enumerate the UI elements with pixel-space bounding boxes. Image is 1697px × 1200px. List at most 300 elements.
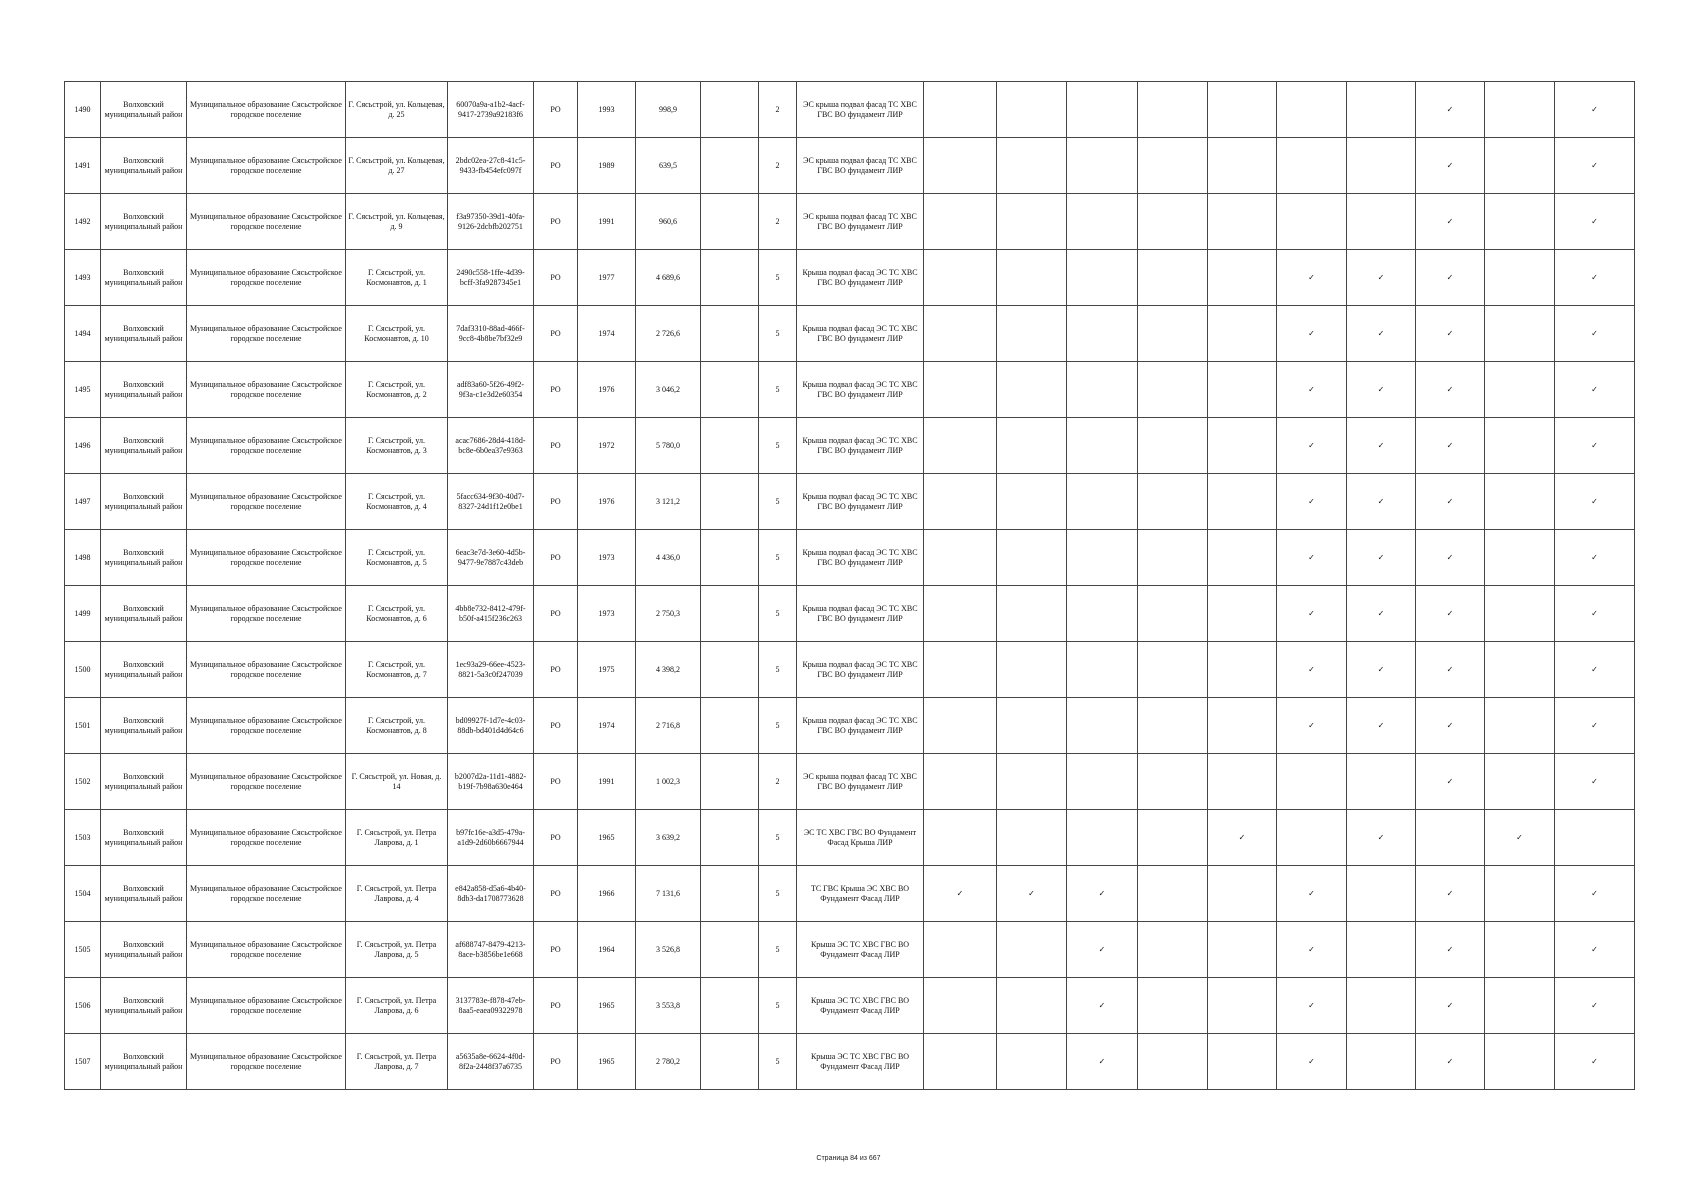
floors-cell: 2 bbox=[759, 138, 797, 194]
build-year-cell: 1976 bbox=[578, 362, 636, 418]
check-mark-icon: ✓ bbox=[1277, 530, 1347, 586]
municipality-cell: Муниципальное образование Сясьстройское городское поселение bbox=[187, 138, 346, 194]
mark-cell bbox=[1208, 1034, 1277, 1090]
house-guid-cell: 7daf3310-88ad-466f-9cc8-4b8be7bf32e9 bbox=[448, 306, 534, 362]
row-number-cell: 1505 bbox=[65, 922, 101, 978]
mark-cell bbox=[1138, 474, 1208, 530]
mark-cell bbox=[1138, 866, 1208, 922]
check-mark-icon: ✓ bbox=[1555, 754, 1635, 810]
works-list-cell: Крыша подвал фасад ЭС ТС ХВС ГВС ВО фундамент ЛИР bbox=[797, 362, 924, 418]
address-cell: Г. Сясьстрой, ул. Космонавтов, д. 5 bbox=[346, 530, 448, 586]
mark-cell bbox=[1485, 978, 1555, 1034]
fund-form-cell: РО bbox=[534, 586, 578, 642]
mark-cell bbox=[1485, 698, 1555, 754]
mark-cell bbox=[924, 810, 997, 866]
mark-cell bbox=[1347, 138, 1416, 194]
mark-cell bbox=[1208, 586, 1277, 642]
mark-cell bbox=[1485, 754, 1555, 810]
mark-cell bbox=[1208, 922, 1277, 978]
check-mark-icon: ✓ bbox=[1347, 250, 1416, 306]
check-mark-icon: ✓ bbox=[1347, 810, 1416, 866]
empty-cell bbox=[701, 1034, 759, 1090]
mark-cell bbox=[1208, 82, 1277, 138]
floors-cell: 5 bbox=[759, 922, 797, 978]
mark-cell bbox=[924, 474, 997, 530]
address-cell: Г. Сясьстрой, ул. Кольцевая, д. 25 bbox=[346, 82, 448, 138]
mark-cell bbox=[1485, 138, 1555, 194]
build-year-cell: 1977 bbox=[578, 250, 636, 306]
mark-cell bbox=[1208, 530, 1277, 586]
municipality-cell: Муниципальное образование Сясьстройское городское поселение bbox=[187, 586, 346, 642]
mark-cell bbox=[924, 698, 997, 754]
house-guid-cell: b97fc16e-a3d5-479a-a1d9-2d60b6667944 bbox=[448, 810, 534, 866]
district-cell: Волховский муниципальный район bbox=[101, 362, 187, 418]
check-mark-icon: ✓ bbox=[1555, 474, 1635, 530]
mark-cell bbox=[1138, 194, 1208, 250]
mark-cell bbox=[1208, 698, 1277, 754]
row-number-cell: 1502 bbox=[65, 754, 101, 810]
municipality-cell: Муниципальное образование Сясьстройское городское поселение bbox=[187, 978, 346, 1034]
table-row bbox=[65, 642, 1635, 698]
mark-cell bbox=[1347, 194, 1416, 250]
mark-cell bbox=[1485, 866, 1555, 922]
mark-cell bbox=[1067, 642, 1138, 698]
mark-cell bbox=[1277, 194, 1347, 250]
check-mark-icon: ✓ bbox=[997, 866, 1067, 922]
check-mark-icon: ✓ bbox=[1416, 866, 1485, 922]
mark-cell bbox=[1208, 754, 1277, 810]
floors-cell: 5 bbox=[759, 978, 797, 1034]
mark-cell bbox=[997, 922, 1067, 978]
district-cell: Волховский муниципальный район bbox=[101, 866, 187, 922]
municipality-cell: Муниципальное образование Сясьстройское городское поселение bbox=[187, 754, 346, 810]
total-area-cell: 2 750,3 bbox=[636, 586, 701, 642]
check-mark-icon: ✓ bbox=[1555, 194, 1635, 250]
mark-cell bbox=[997, 586, 1067, 642]
mark-cell bbox=[997, 418, 1067, 474]
table-row bbox=[65, 82, 1635, 138]
floors-cell: 2 bbox=[759, 754, 797, 810]
mark-cell bbox=[924, 642, 997, 698]
mark-cell bbox=[1138, 82, 1208, 138]
mark-cell bbox=[1067, 138, 1138, 194]
check-mark-icon: ✓ bbox=[1277, 586, 1347, 642]
empty-cell bbox=[701, 530, 759, 586]
fund-form-cell: РО bbox=[534, 474, 578, 530]
works-list-cell: Крыша подвал фасад ЭС ТС ХВС ГВС ВО фундамент ЛИР bbox=[797, 642, 924, 698]
address-cell: Г. Сясьстрой, ул. Кольцевая, д. 9 bbox=[346, 194, 448, 250]
table-row bbox=[65, 362, 1635, 418]
empty-cell bbox=[701, 978, 759, 1034]
check-mark-icon: ✓ bbox=[1555, 642, 1635, 698]
address-cell: Г. Сясьстрой, ул. Петра Лаврова, д. 4 bbox=[346, 866, 448, 922]
total-area-cell: 3 526,8 bbox=[636, 922, 701, 978]
check-mark-icon: ✓ bbox=[1555, 306, 1635, 362]
empty-cell bbox=[701, 922, 759, 978]
check-mark-icon: ✓ bbox=[1277, 922, 1347, 978]
mark-cell bbox=[1485, 250, 1555, 306]
check-mark-icon: ✓ bbox=[1416, 474, 1485, 530]
check-mark-icon: ✓ bbox=[1555, 82, 1635, 138]
district-cell: Волховский муниципальный район bbox=[101, 810, 187, 866]
fund-form-cell: РО bbox=[534, 194, 578, 250]
address-cell: Г. Сясьстрой, ул. Петра Лаврова, д. 5 bbox=[346, 922, 448, 978]
fund-form-cell: РО bbox=[534, 306, 578, 362]
district-cell: Волховский муниципальный район bbox=[101, 978, 187, 1034]
mark-cell bbox=[997, 754, 1067, 810]
mark-cell bbox=[1277, 810, 1347, 866]
fund-form-cell: РО bbox=[534, 138, 578, 194]
mark-cell bbox=[1138, 586, 1208, 642]
mark-cell bbox=[1208, 474, 1277, 530]
empty-cell bbox=[701, 754, 759, 810]
mark-cell bbox=[1067, 698, 1138, 754]
check-mark-icon: ✓ bbox=[1277, 866, 1347, 922]
district-cell: Волховский муниципальный район bbox=[101, 194, 187, 250]
floors-cell: 5 bbox=[759, 530, 797, 586]
mark-cell bbox=[1347, 922, 1416, 978]
build-year-cell: 1973 bbox=[578, 530, 636, 586]
mark-cell bbox=[1555, 810, 1635, 866]
mark-cell bbox=[924, 82, 997, 138]
check-mark-icon: ✓ bbox=[1416, 138, 1485, 194]
table-row bbox=[65, 810, 1635, 866]
house-guid-cell: 2490c558-1ffe-4d39-bcff-3fa9287345e1 bbox=[448, 250, 534, 306]
municipality-cell: Муниципальное образование Сясьстройское городское поселение bbox=[187, 698, 346, 754]
mark-cell bbox=[1208, 306, 1277, 362]
check-mark-icon: ✓ bbox=[1555, 138, 1635, 194]
house-guid-cell: 6eac3e7d-3e60-4d5b-9477-9e7887c43deb bbox=[448, 530, 534, 586]
mark-cell bbox=[1067, 810, 1138, 866]
works-list-cell: Крыша подвал фасад ЭС ТС ХВС ГВС ВО фундамент ЛИР bbox=[797, 530, 924, 586]
empty-cell bbox=[701, 474, 759, 530]
mark-cell bbox=[1138, 138, 1208, 194]
fund-form-cell: РО bbox=[534, 82, 578, 138]
municipality-cell: Муниципальное образование Сясьстройское городское поселение bbox=[187, 810, 346, 866]
build-year-cell: 1993 bbox=[578, 82, 636, 138]
fund-form-cell: РО bbox=[534, 1034, 578, 1090]
mark-cell bbox=[1067, 474, 1138, 530]
floors-cell: 5 bbox=[759, 866, 797, 922]
total-area-cell: 3 639,2 bbox=[636, 810, 701, 866]
check-mark-icon: ✓ bbox=[1416, 586, 1485, 642]
check-mark-icon: ✓ bbox=[1416, 82, 1485, 138]
works-list-cell: Крыша подвал фасад ЭС ТС ХВС ГВС ВО фундамент ЛИР bbox=[797, 418, 924, 474]
check-mark-icon: ✓ bbox=[1347, 362, 1416, 418]
empty-cell bbox=[701, 586, 759, 642]
house-guid-cell: af688747-8479-4213-8ace-b3856be1e668 bbox=[448, 922, 534, 978]
total-area-cell: 3 553,8 bbox=[636, 978, 701, 1034]
mark-cell bbox=[924, 978, 997, 1034]
mark-cell bbox=[1208, 138, 1277, 194]
municipality-cell: Муниципальное образование Сясьстройское городское поселение bbox=[187, 474, 346, 530]
address-cell: Г. Сясьстрой, ул. Петра Лаврова, д. 7 bbox=[346, 1034, 448, 1090]
check-mark-icon: ✓ bbox=[1416, 698, 1485, 754]
table-row bbox=[65, 978, 1635, 1034]
total-area-cell: 2 780,2 bbox=[636, 1034, 701, 1090]
works-list-cell: ЭС крыша подвал фасад ТС ХВС ГВС ВО фундамент ЛИР bbox=[797, 138, 924, 194]
floors-cell: 2 bbox=[759, 194, 797, 250]
municipality-cell: Муниципальное образование Сясьстройское городское поселение bbox=[187, 362, 346, 418]
mark-cell bbox=[1277, 754, 1347, 810]
check-mark-icon: ✓ bbox=[1416, 362, 1485, 418]
row-number-cell: 1506 bbox=[65, 978, 101, 1034]
empty-cell bbox=[701, 138, 759, 194]
build-year-cell: 1965 bbox=[578, 810, 636, 866]
check-mark-icon: ✓ bbox=[1416, 922, 1485, 978]
row-number-cell: 1497 bbox=[65, 474, 101, 530]
mark-cell bbox=[924, 138, 997, 194]
address-cell: Г. Сясьстрой, ул. Кольцевая, д. 27 bbox=[346, 138, 448, 194]
mark-cell bbox=[924, 306, 997, 362]
address-cell: Г. Сясьстрой, ул. Космонавтов, д. 4 bbox=[346, 474, 448, 530]
mark-cell bbox=[1277, 138, 1347, 194]
floors-cell: 5 bbox=[759, 362, 797, 418]
build-year-cell: 1974 bbox=[578, 306, 636, 362]
house-guid-cell: 2bdc02ea-27c8-41c5-9433-fb454efc097f bbox=[448, 138, 534, 194]
floors-cell: 5 bbox=[759, 810, 797, 866]
fund-form-cell: РО bbox=[534, 642, 578, 698]
check-mark-icon: ✓ bbox=[1347, 474, 1416, 530]
house-guid-cell: 5facc634-9f30-40d7-8327-24d1f12e0be1 bbox=[448, 474, 534, 530]
fund-form-cell: РО bbox=[534, 418, 578, 474]
address-cell: Г. Сясьстрой, ул. Космонавтов, д. 6 bbox=[346, 586, 448, 642]
house-guid-cell: 4bb8e732-8412-479f-b50f-a415f236c263 bbox=[448, 586, 534, 642]
total-area-cell: 3 121,2 bbox=[636, 474, 701, 530]
floors-cell: 5 bbox=[759, 1034, 797, 1090]
mark-cell bbox=[1138, 418, 1208, 474]
mark-cell bbox=[1067, 82, 1138, 138]
build-year-cell: 1965 bbox=[578, 1034, 636, 1090]
municipality-cell: Муниципальное образование Сясьстройское городское поселение bbox=[187, 866, 346, 922]
check-mark-icon: ✓ bbox=[1277, 362, 1347, 418]
mark-cell bbox=[997, 698, 1067, 754]
mark-cell bbox=[1138, 1034, 1208, 1090]
mark-cell bbox=[1208, 866, 1277, 922]
mark-cell bbox=[1485, 474, 1555, 530]
fund-form-cell: РО bbox=[534, 250, 578, 306]
check-mark-icon: ✓ bbox=[1416, 1034, 1485, 1090]
mark-cell bbox=[997, 978, 1067, 1034]
municipality-cell: Муниципальное образование Сясьстройское городское поселение bbox=[187, 530, 346, 586]
check-mark-icon: ✓ bbox=[1485, 810, 1555, 866]
district-cell: Волховский муниципальный район bbox=[101, 530, 187, 586]
floors-cell: 5 bbox=[759, 306, 797, 362]
fund-form-cell: РО bbox=[534, 922, 578, 978]
total-area-cell: 7 131,6 bbox=[636, 866, 701, 922]
house-guid-cell: a5635a8e-6624-4f0d-8f2a-2448f37a6735 bbox=[448, 1034, 534, 1090]
house-guid-cell: 3137783e-f878-47eb-8aa5-eaea09322978 bbox=[448, 978, 534, 1034]
empty-cell bbox=[701, 418, 759, 474]
house-guid-cell: bd09927f-1d7e-4c03-88db-bd401d4d64c6 bbox=[448, 698, 534, 754]
house-guid-cell: 60070a9a-a1b2-4acf-9417-2739a92183f6 bbox=[448, 82, 534, 138]
row-number-cell: 1503 bbox=[65, 810, 101, 866]
mark-cell bbox=[1138, 362, 1208, 418]
row-number-cell: 1493 bbox=[65, 250, 101, 306]
total-area-cell: 639,5 bbox=[636, 138, 701, 194]
mark-cell bbox=[1485, 922, 1555, 978]
works-list-cell: Крыша ЭС ТС ХВС ГВС ВО Фундамент Фасад ЛИР bbox=[797, 978, 924, 1034]
check-mark-icon: ✓ bbox=[1416, 418, 1485, 474]
check-mark-icon: ✓ bbox=[1347, 530, 1416, 586]
mark-cell bbox=[1208, 978, 1277, 1034]
mark-cell bbox=[924, 922, 997, 978]
address-cell: Г. Сясьстрой, ул. Космонавтов, д. 10 bbox=[346, 306, 448, 362]
build-year-cell: 1964 bbox=[578, 922, 636, 978]
address-cell: Г. Сясьстрой, ул. Космонавтов, д. 1 bbox=[346, 250, 448, 306]
mark-cell bbox=[1485, 82, 1555, 138]
check-mark-icon: ✓ bbox=[1416, 194, 1485, 250]
check-mark-icon: ✓ bbox=[1416, 530, 1485, 586]
mark-cell bbox=[1347, 754, 1416, 810]
floors-cell: 5 bbox=[759, 474, 797, 530]
table-row bbox=[65, 418, 1635, 474]
mark-cell bbox=[924, 418, 997, 474]
build-year-cell: 1972 bbox=[578, 418, 636, 474]
mark-cell bbox=[1485, 194, 1555, 250]
mark-cell bbox=[997, 530, 1067, 586]
mark-cell bbox=[1485, 586, 1555, 642]
municipality-cell: Муниципальное образование Сясьстройское городское поселение bbox=[187, 418, 346, 474]
check-mark-icon: ✓ bbox=[1416, 978, 1485, 1034]
mark-cell bbox=[1416, 810, 1485, 866]
mark-cell bbox=[1485, 530, 1555, 586]
works-list-cell: ЭС крыша подвал фасад ТС ХВС ГВС ВО фундамент ЛИР bbox=[797, 82, 924, 138]
municipality-cell: Муниципальное образование Сясьстройское городское поселение bbox=[187, 1034, 346, 1090]
mark-cell bbox=[997, 810, 1067, 866]
district-cell: Волховский муниципальный район bbox=[101, 754, 187, 810]
row-number-cell: 1499 bbox=[65, 586, 101, 642]
table-row bbox=[65, 306, 1635, 362]
total-area-cell: 960,6 bbox=[636, 194, 701, 250]
mark-cell bbox=[1485, 306, 1555, 362]
empty-cell bbox=[701, 362, 759, 418]
table-row bbox=[65, 698, 1635, 754]
works-list-cell: Крыша подвал фасад ЭС ТС ХВС ГВС ВО фундамент ЛИР bbox=[797, 698, 924, 754]
mark-cell bbox=[1067, 194, 1138, 250]
works-list-cell: ЭС ТС ХВС ГВС ВО Фундамент Фасад Крыша ЛИР bbox=[797, 810, 924, 866]
table-row bbox=[65, 866, 1635, 922]
mark-cell bbox=[1138, 530, 1208, 586]
row-number-cell: 1501 bbox=[65, 698, 101, 754]
municipality-cell: Муниципальное образование Сясьстройское городское поселение bbox=[187, 194, 346, 250]
address-cell: Г. Сясьстрой, ул. Новая, д. 14 bbox=[346, 754, 448, 810]
municipality-cell: Муниципальное образование Сясьстройское городское поселение bbox=[187, 642, 346, 698]
total-area-cell: 3 046,2 bbox=[636, 362, 701, 418]
district-cell: Волховский муниципальный район bbox=[101, 1034, 187, 1090]
address-cell: Г. Сясьстрой, ул. Петра Лаврова, д. 6 bbox=[346, 978, 448, 1034]
check-mark-icon: ✓ bbox=[1416, 642, 1485, 698]
district-cell: Волховский муниципальный район bbox=[101, 306, 187, 362]
floors-cell: 2 bbox=[759, 82, 797, 138]
house-guid-cell: f3a97350-39d1-40fa-9126-2dcbfb202751 bbox=[448, 194, 534, 250]
build-year-cell: 1965 bbox=[578, 978, 636, 1034]
row-number-cell: 1504 bbox=[65, 866, 101, 922]
check-mark-icon: ✓ bbox=[1555, 1034, 1635, 1090]
mark-cell bbox=[1138, 642, 1208, 698]
address-cell: Г. Сясьстрой, ул. Космонавтов, д. 7 bbox=[346, 642, 448, 698]
mark-cell bbox=[997, 82, 1067, 138]
empty-cell bbox=[701, 642, 759, 698]
mark-cell bbox=[1067, 586, 1138, 642]
build-year-cell: 1991 bbox=[578, 194, 636, 250]
build-year-cell: 1989 bbox=[578, 138, 636, 194]
mark-cell bbox=[1067, 306, 1138, 362]
works-list-cell: Крыша подвал фасад ЭС ТС ХВС ГВС ВО фундамент ЛИР bbox=[797, 250, 924, 306]
total-area-cell: 5 780,0 bbox=[636, 418, 701, 474]
floors-cell: 5 bbox=[759, 586, 797, 642]
build-year-cell: 1966 bbox=[578, 866, 636, 922]
housing-register-table bbox=[64, 81, 1635, 1090]
empty-cell bbox=[701, 250, 759, 306]
fund-form-cell: РО bbox=[534, 866, 578, 922]
check-mark-icon: ✓ bbox=[924, 866, 997, 922]
district-cell: Волховский муниципальный район bbox=[101, 642, 187, 698]
floors-cell: 5 bbox=[759, 642, 797, 698]
works-list-cell: Крыша подвал фасад ЭС ТС ХВС ГВС ВО фундамент ЛИР bbox=[797, 306, 924, 362]
build-year-cell: 1991 bbox=[578, 754, 636, 810]
check-mark-icon: ✓ bbox=[1277, 1034, 1347, 1090]
check-mark-icon: ✓ bbox=[1555, 250, 1635, 306]
mark-cell bbox=[924, 362, 997, 418]
empty-cell bbox=[701, 82, 759, 138]
table-row bbox=[65, 474, 1635, 530]
check-mark-icon: ✓ bbox=[1067, 866, 1138, 922]
mark-cell bbox=[924, 1034, 997, 1090]
district-cell: Волховский муниципальный район bbox=[101, 586, 187, 642]
mark-cell bbox=[1485, 642, 1555, 698]
check-mark-icon: ✓ bbox=[1277, 978, 1347, 1034]
empty-cell bbox=[701, 810, 759, 866]
works-list-cell: ТС ГВС Крыша ЭС ХВС ВО Фундамент Фасад ЛИР bbox=[797, 866, 924, 922]
mark-cell bbox=[1277, 82, 1347, 138]
mark-cell bbox=[1208, 362, 1277, 418]
mark-cell bbox=[1208, 194, 1277, 250]
house-guid-cell: b2007d2a-11d1-4882-b19f-7b98a630e464 bbox=[448, 754, 534, 810]
mark-cell bbox=[1485, 418, 1555, 474]
mark-cell bbox=[997, 138, 1067, 194]
empty-cell bbox=[701, 194, 759, 250]
row-number-cell: 1498 bbox=[65, 530, 101, 586]
works-list-cell: Крыша подвал фасад ЭС ТС ХВС ГВС ВО фундамент ЛИР bbox=[797, 586, 924, 642]
build-year-cell: 1976 bbox=[578, 474, 636, 530]
mark-cell bbox=[1208, 250, 1277, 306]
table-row bbox=[65, 250, 1635, 306]
fund-form-cell: РО bbox=[534, 754, 578, 810]
fund-form-cell: РО bbox=[534, 810, 578, 866]
mark-cell bbox=[924, 530, 997, 586]
empty-cell bbox=[701, 866, 759, 922]
district-cell: Волховский муниципальный район bbox=[101, 922, 187, 978]
district-cell: Волховский муниципальный район bbox=[101, 250, 187, 306]
row-number-cell: 1490 bbox=[65, 82, 101, 138]
mark-cell bbox=[1067, 754, 1138, 810]
district-cell: Волховский муниципальный район bbox=[101, 138, 187, 194]
mark-cell bbox=[1067, 418, 1138, 474]
table-row bbox=[65, 530, 1635, 586]
mark-cell bbox=[1067, 530, 1138, 586]
row-number-cell: 1507 bbox=[65, 1034, 101, 1090]
table-row bbox=[65, 194, 1635, 250]
empty-cell bbox=[701, 698, 759, 754]
mark-cell bbox=[1347, 82, 1416, 138]
house-guid-cell: e842a858-d5a6-4b40-8db3-da1708773628 bbox=[448, 866, 534, 922]
mark-cell bbox=[1138, 978, 1208, 1034]
floors-cell: 5 bbox=[759, 250, 797, 306]
house-guid-cell: acac7686-28d4-418d-bc8e-6b0ea37e9363 bbox=[448, 418, 534, 474]
row-number-cell: 1496 bbox=[65, 418, 101, 474]
municipality-cell: Муниципальное образование Сясьстройское городское поселение bbox=[187, 306, 346, 362]
